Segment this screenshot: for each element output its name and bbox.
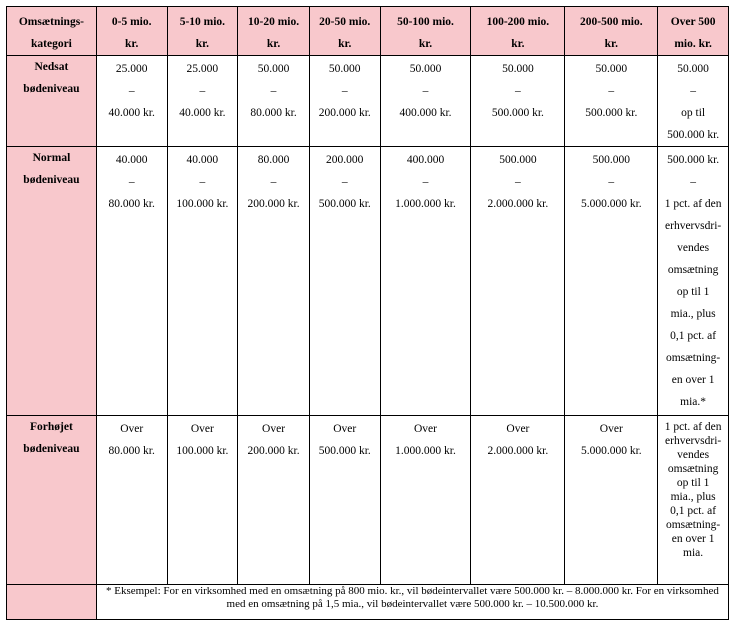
cell: 400.000 – 1.000.000 kr. <box>380 147 471 416</box>
cell: 25.000 – 40.000 kr. <box>96 56 167 147</box>
header-col-100-200: 100-200 mio. kr. <box>471 7 565 56</box>
row-label-nedsat: Nedsat bødeniveau <box>7 56 97 147</box>
header-category: Omsætnings- kategori <box>7 7 97 56</box>
cell: Over 5.000.000 kr. <box>565 416 658 585</box>
cell: Over 200.000 kr. <box>238 416 310 585</box>
row-normal <box>7 147 729 416</box>
cell: Over 2.000.000 kr. <box>471 416 565 585</box>
header-col-20-50: 20-50 mio. kr. <box>309 7 380 56</box>
cell: Over 500.000 kr. <box>309 416 380 585</box>
footnote-spacer <box>7 585 97 620</box>
cell: 25.000 – 40.000 kr. <box>167 56 238 147</box>
cell: Over 1.000.000 kr. <box>380 416 471 585</box>
row-nedsat <box>7 56 729 147</box>
cell: 50.000 – 500.000 kr. <box>471 56 565 147</box>
cell: 500.000 – 5.000.000 kr. <box>565 147 658 416</box>
cell: 500.000 kr. – 1 pct. af den erhvervsdri- vendes omsætning op til 1 mia., plus 0,1 pct. af omsætning- en over 1 mia.* <box>658 147 729 416</box>
cell: 80.000 – 200.000 kr. <box>238 147 310 416</box>
header-row <box>7 7 729 56</box>
row-label-forhojet: Forhøjet bødeniveau <box>7 416 97 585</box>
header-col-10-20: 10-20 mio. kr. <box>238 7 310 56</box>
cell: Over 80.000 kr. <box>96 416 167 585</box>
header-col-5-10: 5-10 mio. kr. <box>167 7 238 56</box>
header-col-0-5: 0-5 mio. kr. <box>96 7 167 56</box>
header-col-50-100: 50-100 mio. kr. <box>380 7 471 56</box>
cell: 40.000 – 100.000 kr. <box>167 147 238 416</box>
cell: 50.000 – op til 500.000 kr. <box>658 56 729 147</box>
footnote-row <box>7 585 729 620</box>
row-label-normal: Normal bødeniveau <box>7 147 97 416</box>
footnote: * Eksempel: For en virksomhed med en omsætning på 800 mio. kr., vil bødeintervallet være 500.000 kr. – 8.000.000 kr. For en virksomhed med en omsætning på 1,5 mia., vil bødeintervallet være 500.000 kr. – 10.500.000 kr. <box>96 585 728 620</box>
row-forhojet <box>7 416 729 585</box>
cell: 500.000 – 2.000.000 kr. <box>471 147 565 416</box>
cell: 40.000 – 80.000 kr. <box>96 147 167 416</box>
header-col-200-500: 200-500 mio. kr. <box>565 7 658 56</box>
cell: 50.000 – 400.000 kr. <box>380 56 471 147</box>
header-col-over-500: Over 500 mio. kr. <box>658 7 729 56</box>
cell: 200.000 – 500.000 kr. <box>309 147 380 416</box>
cell: 50.000 – 80.000 kr. <box>238 56 310 147</box>
cell: 1 pct. af den erhvervsdri- vendes omsætning op til 1 mia., plus 0,1 pct. af omsætning- en over 1 mia. <box>658 416 729 585</box>
fine-levels-table <box>6 6 729 620</box>
cell: Over 100.000 kr. <box>167 416 238 585</box>
cell: 50.000 – 200.000 kr. <box>309 56 380 147</box>
cell: 50.000 – 500.000 kr. <box>565 56 658 147</box>
